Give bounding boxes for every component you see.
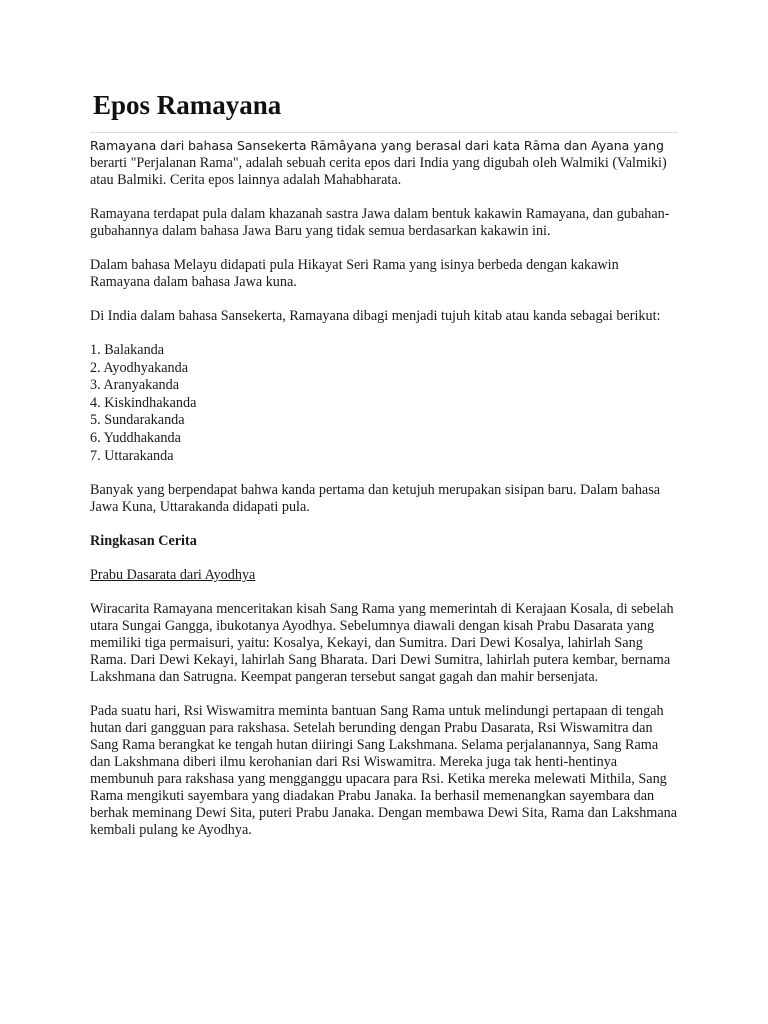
list-item: 6. Yuddhakanda [90, 429, 181, 446]
list-item: 5. Sundarakanda [90, 412, 185, 429]
paragraph-india: Di India dalam bahasa Sansekerta, Ramayana dibagi menjadi tujuh kitab atau kanda sebagai berikut: [90, 308, 661, 324]
summary-paragraph-1: Wiracarita Ramayana menceritakan kisah Sang Rama yang memerintah di Kerajaan Kosala, di sebelah utara Sungai Gangga, ibukotanya Ayodhya. Sebelumnya diawali dengan kisah Prabu Dasarata yang memiliki tiga permaisuri, yaitu: Kosalya, Kekayi, dan Sumitra. Dari Dewi Kosalya, lahirlah Sang Rama. Dari Dewi Kekayi, lahirlah Sang Bharata. Dari Dewi Sumitra, lahirlah putera kembar, bernama Lakshmana dan Satrugna. Keempat pangeran tersebut sangat gagah dan mahir bersenjata. [90, 601, 674, 686]
list-item: 2. Ayodhyakanda [90, 359, 188, 376]
paragraph-melayu: Dalam bahasa Melayu didapati pula Hikayat Seri Rama yang isinya berbeda dengan kakawin Ramayana dalam bahasa Jawa kuna. [90, 257, 619, 290]
paragraph-jawa: Ramayana terdapat pula dalam khazanah sastra Jawa dalam bentuk kakawin Ramayana, dan gubahan-gubahannya dalam bahasa Jawa Baru yang tidak semua berdasarkan kakawin ini. [90, 206, 670, 239]
intro-paragraph [90, 137, 678, 189]
list-item: 1. Balakanda [90, 342, 165, 358]
intro-rest: berarti "Perjalanan Rama", adalah sebuah cerita epos dari India yang digubah oleh Walmiki (Valmiki) atau Balmiki. Cerita epos lainnya adalah Mahabharata. [90, 155, 667, 188]
title-divider [90, 132, 678, 133]
document-page [90, 88, 678, 839]
paragraph-sisipan: Banyak yang berpendapat bahwa kanda pertama dan ketujuh merupakan sisipan baru. Dalam bahasa Jawa Kuna, Uttarakanda didapati pula. [90, 482, 661, 516]
list-item: 7. Uttarakanda [90, 447, 174, 464]
kanda-list [90, 342, 678, 465]
intro-first-line: Ramayana dari bahasa Sansekerta Rāmâyana yang berasal dari kata Rāma dan Ayana yang [90, 138, 664, 153]
list-item: 3. Aranyakanda [90, 377, 180, 394]
summary-paragraph-2: Pada suatu hari, Rsi Wiswamitra meminta bantuan Sang Rama untuk melindungi pertapaan di tengah hutan dari gangguan para rakshasa. Setelah berunding dengan Prabu Dasarata, Rsi Wiswamitra dan Sang Rama berangkat ke tengah hutan diiringi Sang Lakshmana. Selama perjalanannya, Sang Rama dan Lakshmana diberi ilmu kerohanian dari Rsi Wiswamitra. Mereka juga tak henti-hentinya membunuh para rakshasa yang mengganggu upacara para Rsi. Ketika mereka melewati Mithila, Sang Rama mengikuti sayembara yang diadakan Prabu Janaka. Ia berhasil memenangkan sayembara dan berhak meminang Dewi Sita, puteri Prabu Janaka. Dengan membawa Dewi Sita, Rama dan Lakshmana kembali pulang ke Ayodhya. [90, 703, 678, 839]
page-title: Epos Ramayana [93, 90, 282, 120]
list-item: 4. Kiskindhakanda [90, 394, 197, 411]
section-heading: Ringkasan Cerita [90, 533, 197, 550]
section-subheading: Prabu Dasarata dari Ayodhya [90, 567, 256, 584]
